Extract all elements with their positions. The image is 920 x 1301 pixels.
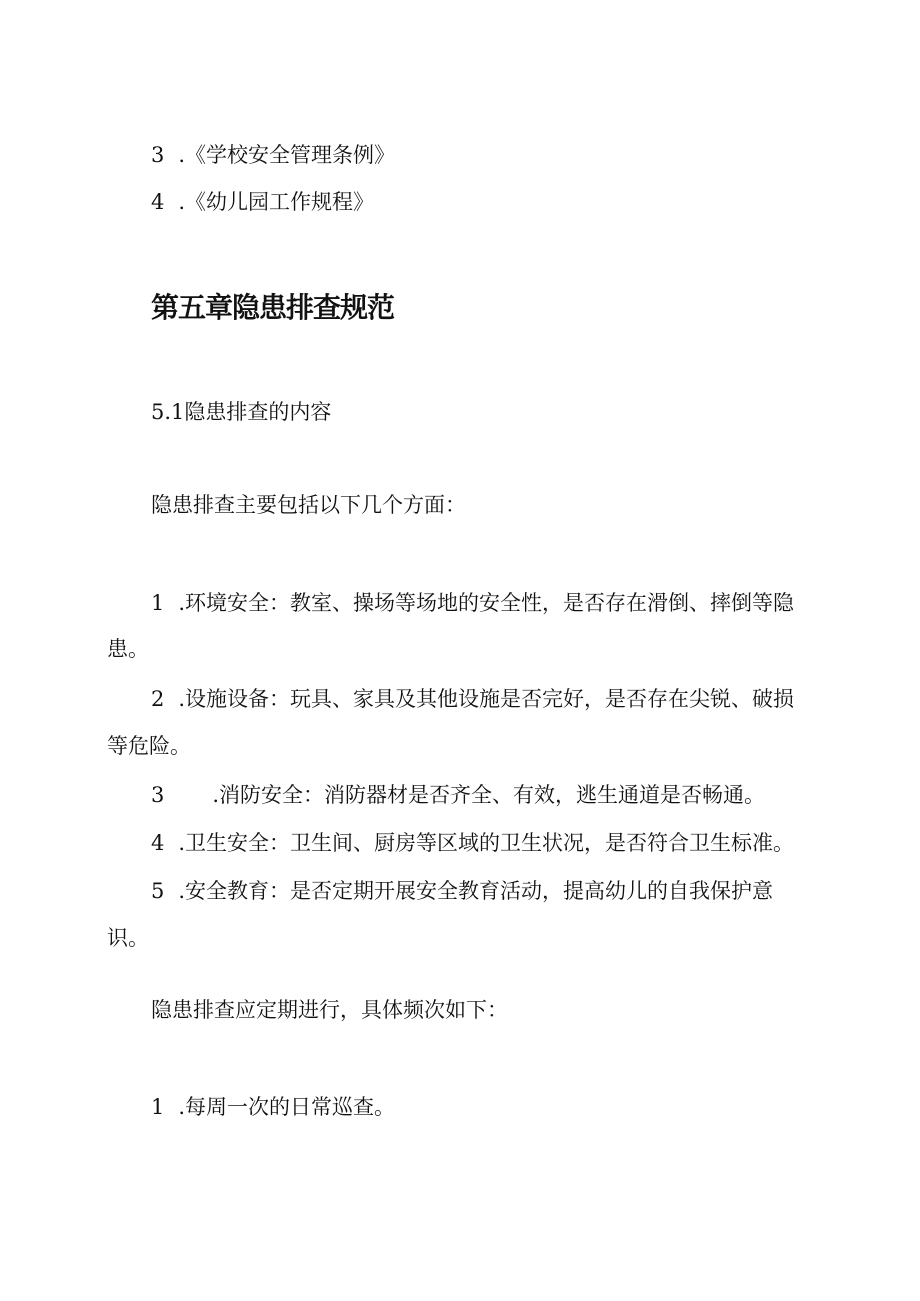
frequency-intro: 隐患排查应定期进行，具体频次如下： [151,998,508,1022]
aspect-item-facilities [151,684,794,714]
section-title: 5.1隐患排查的内容 [151,400,332,424]
intro-paragraph: 隐患排查主要包括以下几个方面： [151,493,466,517]
chapter-title: 第五章隐患排查规范 [151,291,395,324]
aspect-item-hygiene [151,828,794,858]
aspect-text: .设施设备：玩具、家具及其他设施是否完好，是否存在尖锐、破损 [178,687,795,711]
reference-text: .《幼儿园工作规程》 [178,190,375,214]
aspect-number: 3 [151,783,165,807]
aspect-number: 1 [151,591,165,615]
aspect-item-education [151,876,773,906]
aspect-text: .卫生安全：卫生间、厨房等区域的卫生状况，是否符合卫生标准。 [178,831,795,855]
aspect-item-fire-safety [151,780,765,810]
reference-number: 4 [151,190,165,214]
aspect-text: .安全教育：是否定期开展安全教育活动，提高幼儿的自我保护意 [178,879,774,903]
aspect-item-environment [151,588,794,618]
reference-item [151,187,374,217]
aspect-text-continuation: 患。 [107,637,149,661]
frequency-text: .每周一次的日常巡查。 [178,1095,396,1119]
aspect-text-continuation: 等危险。 [107,734,191,758]
frequency-item [151,1092,395,1122]
reference-text: .《学校安全管理条例》 [178,143,396,167]
frequency-number: 1 [151,1095,165,1119]
aspect-number: 4 [151,831,165,855]
reference-item [151,140,395,170]
aspect-text: .消防安全：消防器材是否齐全、有效，逃生通道是否畅通。 [212,783,766,807]
aspect-number: 2 [151,687,165,711]
reference-number: 3 [151,143,165,167]
aspect-number: 5 [151,879,165,903]
aspect-text-continuation: 识。 [107,926,149,950]
aspect-text: .环境安全：教室、操场等场地的安全性，是否存在滑倒、摔倒等隐 [178,591,795,615]
